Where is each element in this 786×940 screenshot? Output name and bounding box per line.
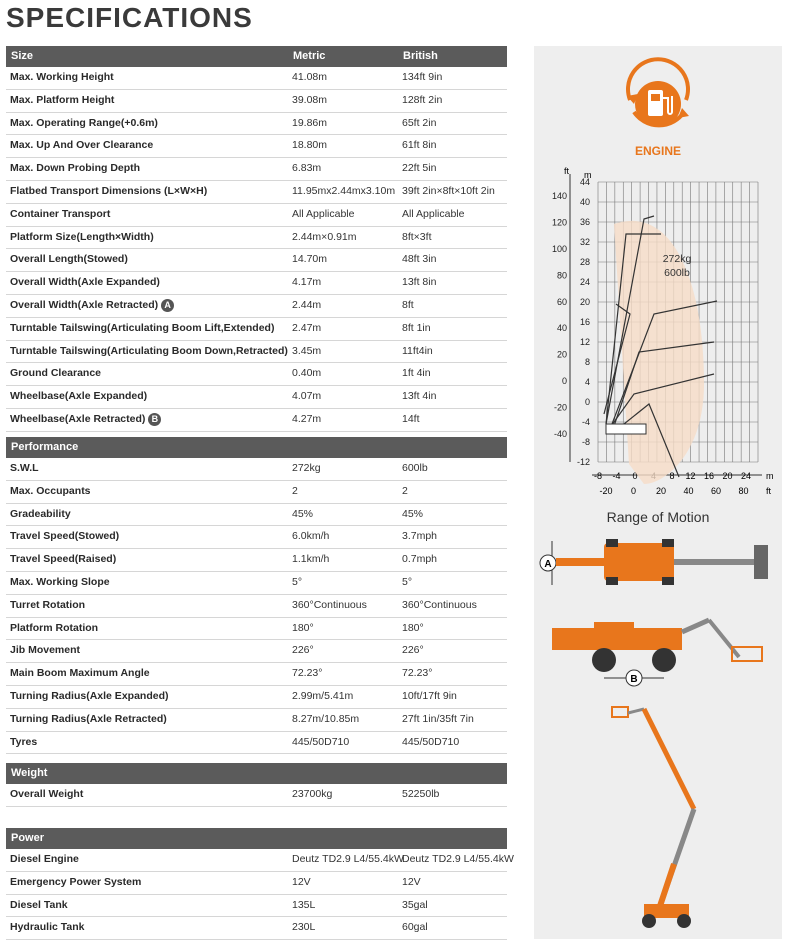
british-value: 3.7mph: [402, 530, 438, 543]
table-row: [6, 363, 507, 386]
table-row: [6, 872, 507, 895]
x-m-tick-label: 8: [669, 471, 675, 481]
spec-label: [6, 318, 292, 340]
y-m-tick-label: 32: [579, 237, 590, 247]
badge-a: A: [544, 559, 552, 570]
metric-value: 4.07m: [292, 390, 322, 403]
spec-label: [6, 363, 292, 385]
y-m-tick-label: 36: [579, 217, 590, 227]
spec-label-text: Overall Width(Axle Retracted): [10, 298, 159, 311]
y-ft-tick-label: 140: [551, 191, 567, 201]
metric-value: 1.1km/h: [292, 553, 330, 566]
metric-value: 14.70m: [292, 253, 328, 266]
metric-value: 135L: [292, 898, 316, 911]
spec-label-text: S.W.L: [10, 462, 39, 474]
spec-label-text: Hydraulic Tank: [10, 921, 85, 934]
x-m-tick-label: 20: [722, 471, 733, 481]
british-value: 52250lb: [402, 788, 440, 800]
power-title: Power: [11, 832, 45, 844]
spec-label: [6, 295, 292, 317]
performance-title: Performance: [11, 441, 79, 453]
metric-value: 272kg: [292, 462, 321, 474]
y-m-tick-label: 8: [584, 357, 590, 367]
y-ft-tick-label: -20: [553, 402, 567, 413]
table-row: [6, 917, 507, 940]
british-value: 8ft: [402, 298, 414, 311]
metric-value: 230L: [292, 921, 316, 934]
british-value: 8ft 1in: [402, 321, 431, 334]
x-m-tick-label: 16: [703, 471, 715, 481]
spec-label: [6, 640, 292, 662]
metric-value: 4.17m: [292, 276, 322, 289]
spec-label-text: Diesel Tank: [10, 898, 68, 911]
spec-label: [6, 504, 292, 526]
table-row: [6, 572, 507, 595]
ft-unit-label: ft: [564, 166, 570, 176]
british-value: All Applicable: [402, 207, 465, 220]
spec-label-text: Max. Working Height: [10, 71, 114, 83]
y-m-tick-label: -4: [581, 417, 590, 427]
table-row: [6, 784, 507, 807]
x-ft-tick-label: 0: [630, 486, 637, 496]
british-value: Deutz TD2.9 L4/55.4kW: [402, 853, 514, 865]
x-ft-tick-label: 80: [738, 486, 749, 496]
y-m-tick-label: 24: [579, 277, 590, 287]
size-rows: [6, 67, 507, 432]
metric-value: 2.44m×0.91m: [292, 230, 357, 243]
spec-label: [6, 849, 292, 871]
spec-label-text: Container Transport: [10, 207, 111, 220]
metric-value: All Applicable: [292, 207, 355, 220]
metric-value: 23700kg: [292, 788, 333, 800]
spec-label: [6, 872, 292, 894]
british-value: 13ft 4in: [402, 390, 437, 403]
spec-label-text: Ground Clearance: [10, 367, 102, 380]
top-view-machine: [534, 533, 782, 593]
british-value: 35gal: [402, 898, 428, 911]
table-row: [6, 341, 507, 364]
engine-icon: [534, 46, 782, 146]
spec-label-text: Turntable Tailswing(Articulating Boom Lift,Extended): [10, 321, 275, 334]
spec-label: [6, 135, 292, 157]
spec-label: [6, 663, 292, 685]
metric-value: 11.95mx2.44mx3.10m: [292, 184, 396, 197]
load-lb-label: 600lb: [664, 267, 690, 279]
page-title: SPECIFICATIONS: [6, 2, 253, 33]
metric-value: 2.44m: [292, 298, 322, 311]
m-unit-label: m: [584, 170, 592, 180]
british-value: 8ft×3ft: [402, 230, 432, 243]
power-rows: [6, 849, 514, 940]
x-m-unit: m: [766, 471, 774, 481]
spec-label-text: Diesel Engine: [10, 853, 79, 865]
side-panel: [534, 46, 782, 939]
spec-label: [6, 709, 292, 731]
side-view-machine: [534, 612, 782, 692]
metric-value: 5°: [292, 575, 303, 588]
spec-label: [6, 272, 292, 294]
table-row: [6, 67, 507, 90]
table-row: [6, 272, 507, 295]
weight-title: Weight: [11, 767, 48, 779]
engine-label: ENGINE: [634, 144, 681, 158]
spec-label: [6, 204, 292, 226]
performance-section: [6, 437, 507, 754]
spec-label-text: Travel Speed(Raised): [10, 553, 117, 566]
metric-value: 2: [292, 484, 298, 497]
spec-label-text: Turret Rotation: [10, 598, 86, 611]
spec-label-text: Turning Radius(Axle Expanded): [10, 689, 169, 702]
metric-value: 12V: [292, 875, 311, 888]
table-row: [6, 709, 507, 732]
y-m-tick-label: 40: [579, 197, 590, 207]
spec-label-text: Platform Size(Length×Width): [10, 230, 154, 243]
spec-label: [6, 618, 292, 640]
metric-value: 6.0km/h: [292, 530, 330, 543]
spec-label: [6, 784, 292, 806]
x-ft-unit: ft: [766, 486, 772, 496]
table-row: [6, 158, 507, 181]
metric-value: Deutz TD2.9 L4/55.4kW: [292, 853, 404, 865]
spec-label-text: Turning Radius(Axle Retracted): [10, 712, 167, 725]
spec-label-text: Platform Rotation: [10, 621, 99, 634]
british-value: 61ft 8in: [402, 139, 437, 152]
metric-value: 4.27m: [292, 412, 322, 425]
dimension-badge: B: [148, 413, 161, 426]
table-row: [6, 663, 507, 686]
y-m-tick-label: 16: [579, 317, 590, 327]
spec-label: [6, 458, 292, 480]
table-row: [6, 227, 507, 250]
metric-value: 18.80m: [292, 139, 328, 152]
y-m-tick-label: 28: [579, 257, 590, 267]
table-row: [6, 181, 507, 204]
metric-value: 19.86m: [292, 116, 328, 129]
spec-label-text: Travel Speed(Stowed): [10, 530, 120, 543]
british-value: 226°: [402, 644, 424, 657]
metric-value: 39.08m: [292, 93, 328, 106]
x-ft-tick-label: 60: [710, 486, 722, 496]
y-m-tick-label: -8: [581, 437, 590, 447]
british-value: 0.7mph: [402, 553, 438, 566]
spec-label: [6, 90, 292, 112]
spec-label-text: Main Boom Maximum Angle: [10, 667, 150, 680]
british-value: 39ft 2in×8ft×10ft 2in: [402, 184, 495, 197]
spec-label: [6, 526, 292, 548]
spec-label: [6, 67, 292, 89]
extended-boom-machine: [534, 699, 782, 939]
metric-value: 6.83m: [292, 162, 322, 175]
spec-label: [6, 158, 292, 180]
x-ft-tick-label: 40: [683, 486, 694, 496]
spec-label: [6, 917, 292, 939]
table-row: [6, 618, 507, 641]
power-header: [6, 828, 507, 849]
metric-header: Metric: [293, 50, 326, 62]
table-row: [6, 295, 507, 318]
x-ft-tick-label: -20: [599, 486, 613, 496]
spec-label-text: Overall Weight: [10, 788, 84, 800]
british-value: 72.23°: [402, 667, 433, 680]
british-value: 1ft 4in: [402, 367, 431, 380]
metric-value: 445/50D710: [292, 735, 350, 748]
spec-label: [6, 386, 292, 408]
table-row: [6, 686, 507, 709]
british-value: 180°: [402, 621, 424, 634]
y-m-tick-label: 12: [579, 337, 590, 347]
british-value: 48ft 3in: [402, 253, 437, 266]
y-ft-tick-label: 80: [556, 270, 567, 281]
table-row: [6, 595, 507, 618]
range-of-motion-title: Range of Motion: [606, 509, 710, 525]
y-ft-tick-label: 40: [556, 323, 567, 334]
table-row: [6, 458, 507, 481]
spec-label: [6, 732, 292, 754]
spec-label-text: Wheelbase(Axle Retracted): [10, 412, 146, 425]
spec-label: [6, 549, 292, 571]
spec-label-text: Max. Up And Over Clearance: [10, 139, 154, 152]
british-value: 360°Continuous: [402, 598, 477, 611]
metric-value: 226°: [292, 644, 314, 657]
metric-value: 8.27m/10.85m: [292, 712, 360, 725]
metric-value: 3.45m: [292, 344, 322, 357]
machine-base: [606, 424, 646, 434]
british-value: 600lb: [402, 462, 428, 474]
y-m-tick-label: 20: [579, 297, 590, 307]
y-ft-tick-label: 0: [561, 376, 567, 387]
table-row: [6, 409, 507, 432]
table-row: [6, 640, 507, 663]
british-value: 5°: [402, 575, 413, 588]
performance-header: [6, 437, 507, 458]
spec-label-text: Flatbed Transport Dimensions (L×W×H): [10, 184, 208, 197]
spec-label-text: Max. Working Slope: [10, 575, 110, 588]
table-row: [6, 549, 507, 572]
table-row: [6, 113, 507, 136]
table-row: [6, 90, 507, 113]
metric-value: 2.99m/5.41m: [292, 689, 354, 702]
spec-label: [6, 113, 292, 135]
british-value: 13ft 8in: [402, 276, 437, 289]
spec-label-text: Jib Movement: [10, 644, 81, 657]
y-ft-tick-label: 100: [551, 243, 567, 254]
spec-label: [6, 686, 292, 708]
spec-label-text: Tyres: [10, 735, 38, 748]
table-row: [6, 386, 507, 409]
weight-rows: [6, 784, 507, 807]
british-value: 14ft: [402, 412, 420, 425]
british-value: 60gal: [402, 921, 428, 934]
dimension-badge: A: [161, 299, 174, 312]
table-row: [6, 895, 507, 918]
load-kg-label: 272kg: [662, 253, 692, 265]
x-ft-tick-label: 20: [655, 486, 667, 496]
british-header: British: [403, 50, 438, 62]
spec-label: [6, 895, 292, 917]
metric-value: 180°: [292, 621, 314, 634]
spec-label-text: Max. Operating Range(+0.6m): [10, 116, 158, 129]
weight-header: [6, 763, 507, 784]
spec-label: [6, 409, 292, 431]
spec-label-text: Emergency Power System: [10, 875, 142, 888]
spec-label: [6, 227, 292, 249]
metric-value: 360°Continuous: [292, 598, 367, 611]
spec-label: [6, 181, 292, 203]
y-m-tick-label: 44: [579, 177, 590, 187]
x-m-tick-label: -4: [612, 471, 621, 481]
y-m-tick-label: -12: [576, 457, 590, 467]
spec-label: [6, 341, 292, 363]
metric-value: 0.40m: [292, 367, 322, 380]
badge-b: B: [630, 674, 638, 685]
x-m-tick-label: 0: [632, 471, 638, 481]
fuel-pump-icon: [627, 59, 689, 127]
table-row: [6, 135, 507, 158]
y-ft-tick-label: 60: [556, 296, 567, 307]
spec-label-text: Wheelbase(Axle Expanded): [10, 390, 148, 403]
british-value: 65ft 2in: [402, 116, 437, 129]
table-row: [6, 526, 507, 549]
table-row: [6, 204, 507, 227]
size-header-label: Size: [11, 50, 34, 62]
british-value: 22ft 5in: [402, 162, 437, 175]
british-value: 10ft/17ft 9in: [402, 689, 457, 702]
metric-value: 72.23°: [292, 667, 323, 680]
british-value: 27ft 1in/35ft 7in: [402, 712, 474, 725]
british-value: 11ft4in: [402, 344, 433, 357]
y-ft-tick-label: -40: [553, 429, 567, 439]
spec-label-text: Max. Occupants: [10, 484, 91, 497]
british-value: 45%: [402, 507, 424, 520]
table-row: [6, 249, 507, 272]
spec-label-text: Overall Length(Stowed): [10, 253, 128, 266]
spec-label-text: Turntable Tailswing(Articulating Boom Down,Retracted): [10, 344, 288, 357]
british-value: 2: [402, 484, 408, 497]
table-row: [6, 732, 507, 755]
y-ft-tick-label: 120: [551, 217, 567, 228]
british-value: 134ft 9in: [402, 71, 443, 83]
spec-label: [6, 595, 292, 617]
size-header: [6, 46, 507, 67]
british-value: 445/50D710: [402, 735, 460, 748]
size-section: [6, 46, 507, 432]
spec-label: [6, 249, 292, 271]
spec-label-text: Max. Down Probing Depth: [10, 162, 141, 175]
table-row: [6, 481, 507, 504]
metric-value: 2.47m: [292, 321, 322, 334]
spec-label: [6, 572, 292, 594]
table-row: [6, 318, 507, 341]
x-m-tick-label: 12: [685, 471, 696, 481]
power-section: [6, 828, 514, 940]
x-m-tick-label: -8: [593, 471, 603, 481]
spec-label: [6, 481, 292, 503]
spec-label-text: Max. Platform Height: [10, 93, 115, 106]
british-value: 128ft 2in: [402, 93, 443, 106]
x-m-tick-label: 24: [740, 471, 752, 481]
metric-value: 41.08m: [292, 71, 328, 83]
y-ft-tick-label: 20: [556, 349, 567, 360]
spec-label-text: Overall Width(Axle Expanded): [10, 276, 160, 289]
range-of-motion-diagram: [534, 164, 782, 504]
metric-value: 45%: [292, 507, 314, 520]
table-row: [6, 504, 507, 527]
y-m-tick-label: 0: [584, 397, 590, 407]
table-row: [6, 849, 514, 872]
weight-section: [6, 763, 507, 807]
spec-label-text: Gradeability: [10, 507, 71, 520]
performance-rows: [6, 458, 507, 754]
y-m-tick-label: 4: [584, 377, 590, 387]
british-value: 12V: [402, 875, 421, 888]
